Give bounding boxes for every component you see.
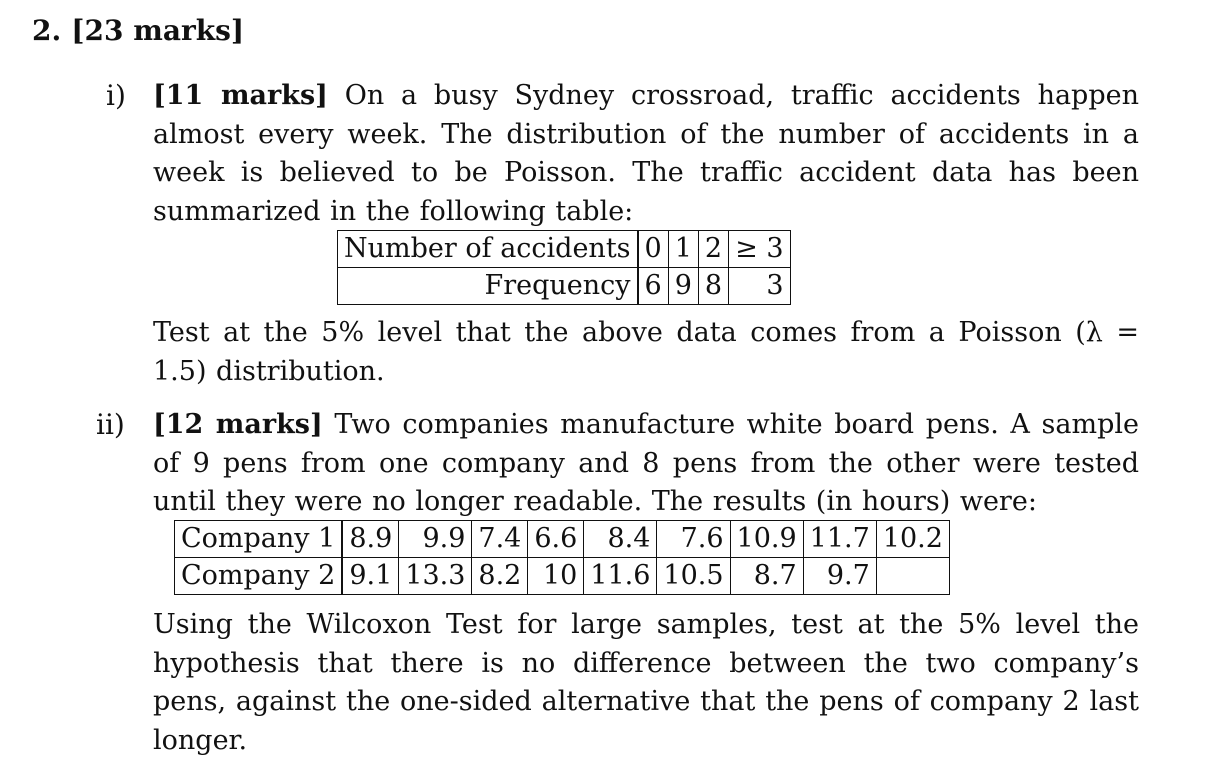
frequency-cell: 6 — [638, 268, 669, 305]
company-1-cell: 9.9 — [399, 521, 472, 558]
company-2-cell: 8.7 — [730, 558, 803, 595]
accidents-header-cell: 2 — [698, 231, 728, 268]
part-i-intro-text: On a busy Sydney crossroad, traffic accidents happen almost every week. The distribution of the number of accidents in a week is believed to be Poisson. The traffic accident data has been summarized in the following table: — [153, 80, 1139, 227]
question-number: 2. — [32, 14, 62, 47]
company-2-cell — [876, 558, 949, 595]
company-2-cell: 8.2 — [472, 558, 528, 595]
question-heading — [32, 14, 244, 48]
company-2-label: Company 2 — [175, 558, 343, 595]
part-ii-marks: [12 marks] — [153, 409, 323, 440]
company-2-cell: 13.3 — [399, 558, 472, 595]
part-i-intro — [153, 77, 1139, 231]
frequency-cell: 3 — [729, 268, 790, 305]
company-1-cell: 6.6 — [528, 521, 584, 558]
question-marks: [23 marks] — [71, 14, 245, 47]
company-2-cell: 11.6 — [584, 558, 657, 595]
company-2-cell: 9.7 — [803, 558, 876, 595]
accidents-header-cell: 0 — [638, 231, 669, 268]
table-row — [338, 231, 791, 268]
accidents-table — [337, 230, 791, 305]
table-row — [338, 268, 791, 305]
table-row — [175, 521, 950, 558]
part-ii-intro — [153, 406, 1139, 522]
part-ii-question: Using the Wilcoxon Test for large samples, test at the 5% level the hypothesis that there is no difference between the two company’s pens, against the one-sided alternative that the pens of company 2 last longer. — [153, 609, 1139, 756]
company-1-cell: 10.9 — [730, 521, 803, 558]
company-1-cell: 8.4 — [584, 521, 657, 558]
frequency-row-label: Frequency — [338, 268, 638, 305]
accidents-header-cell: ≥ 3 — [729, 231, 790, 268]
table-row — [175, 558, 950, 595]
company-1-cell: 8.9 — [342, 521, 398, 558]
company-2-cell: 9.1 — [342, 558, 398, 595]
pens-table — [174, 520, 950, 595]
part-i-label: i) — [106, 79, 126, 112]
company-1-label: Company 1 — [175, 521, 343, 558]
frequency-cell: 8 — [698, 268, 728, 305]
company-1-cell: 7.6 — [657, 521, 730, 558]
part-ii-intro-text: Two companies manufacture white board pens. A sample of 9 pens from one company and 8 pens from the other were tested until they were no longer readable. The results (in hours) were: — [153, 409, 1139, 517]
company-2-cell: 10 — [528, 558, 584, 595]
accidents-header-cell: 1 — [668, 231, 698, 268]
company-1-cell: 7.4 — [472, 521, 528, 558]
accidents-row-label: Number of accidents — [338, 231, 638, 268]
company-2-cell: 10.5 — [657, 558, 730, 595]
company-1-cell: 10.2 — [876, 521, 949, 558]
frequency-cell: 9 — [668, 268, 698, 305]
company-1-cell: 11.7 — [803, 521, 876, 558]
part-ii-label: ii) — [96, 408, 125, 441]
part-i-marks: [11 marks] — [153, 80, 328, 111]
part-i-question: Test at the 5% level that the above data comes from a Poisson (λ = 1.5) distribution. — [153, 317, 1139, 387]
